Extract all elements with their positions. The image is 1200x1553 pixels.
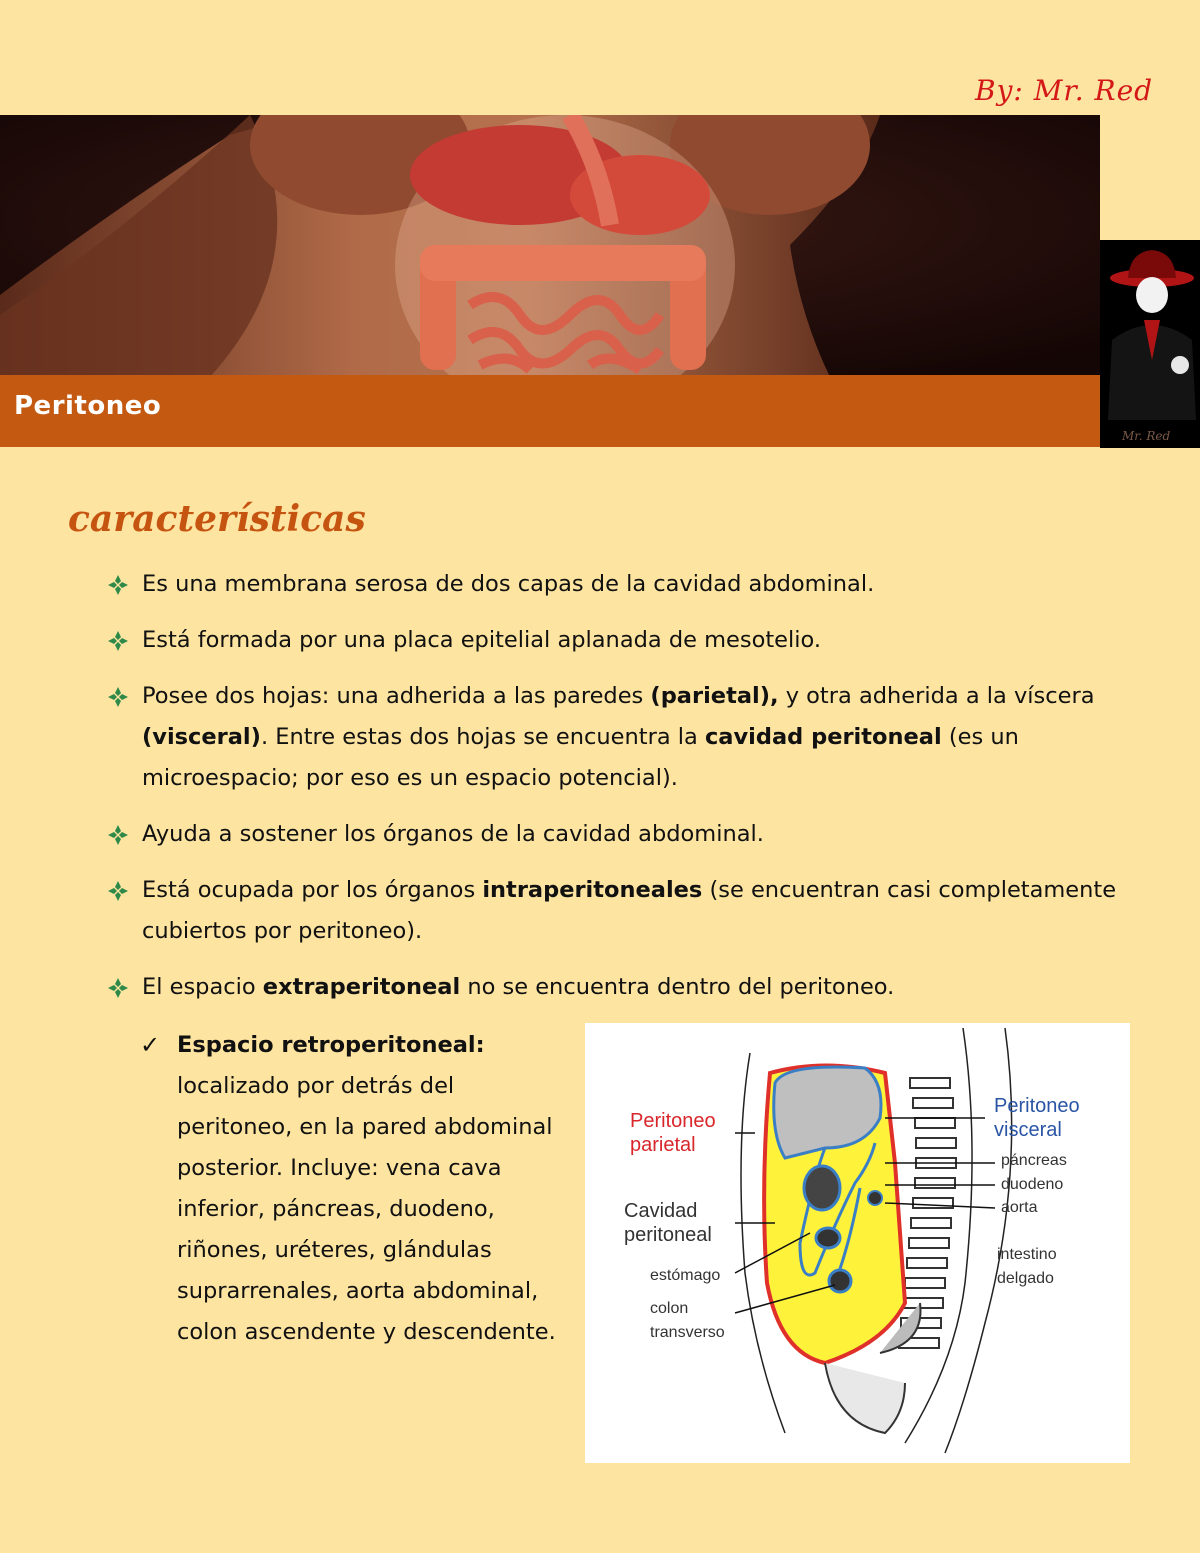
diamond-bullet-icon — [106, 976, 130, 1000]
peritoneum-diagram — [585, 1023, 1130, 1463]
list-item — [106, 676, 1136, 799]
bullet-text: El espacio — [142, 974, 263, 1000]
diamond-bullet-icon — [106, 629, 130, 653]
term-intraperitoneales: intraperitoneales — [482, 877, 703, 903]
check-icon: ✓ — [140, 1031, 161, 1059]
list-item — [106, 620, 1136, 661]
sub-item-title: Espacio retroperitoneal: — [177, 1032, 485, 1058]
diamond-bullet-icon — [106, 879, 130, 903]
bullet-text: no se encuentra dentro del peritoneo. — [460, 974, 895, 1000]
term-visceral: (visceral) — [142, 724, 261, 750]
bullet-list — [106, 564, 1136, 1023]
header-banner-image — [0, 115, 1100, 377]
bullet-text: (es un microespacio; por eso es un espacio potencial). — [142, 724, 1019, 791]
label-pancreas: páncreas — [1001, 1152, 1067, 1169]
mr-red-logo — [1100, 240, 1200, 448]
diamond-bullet-icon — [106, 573, 130, 597]
bullet-text: Está formada por una placa epitelial aplanada de mesotelio. — [142, 627, 822, 653]
bullet-text: Ayuda a sostener los órganos de la cavidad abdominal. — [142, 821, 764, 847]
logo-text: Mr. Red — [1122, 429, 1171, 443]
list-item — [106, 814, 1136, 855]
label-aorta: aorta — [1001, 1199, 1038, 1216]
sub-item-retroperitoneal — [140, 1025, 570, 1353]
list-item — [106, 967, 1136, 1008]
label-estomago: estómago — [650, 1267, 721, 1284]
diamond-bullet-icon — [106, 823, 130, 847]
list-item — [106, 870, 1136, 952]
diamond-bullet-icon — [106, 685, 130, 709]
term-cavidad-peritoneal: cavidad peritoneal — [704, 724, 942, 750]
label-peritoneo-parietal: Peritoneo parietal — [630, 1110, 716, 1156]
term-parietal: (parietal), — [650, 683, 779, 709]
label-duodeno: duodeno — [1001, 1176, 1064, 1193]
label-colon-transverso: colon transverso — [650, 1300, 725, 1341]
title-bar — [0, 375, 1100, 447]
bullet-text: . Entre estas dos hojas se encuentra la — [260, 724, 705, 750]
bullet-text: Está ocupada por los órganos — [142, 877, 483, 903]
list-item — [106, 564, 1136, 605]
label-peritoneo-visceral: Peritoneo visceral — [994, 1095, 1080, 1141]
section-heading: características — [68, 498, 366, 540]
term-extraperitoneal: extraperitoneal — [262, 974, 461, 1000]
label-intestino-delgado: intestino delgado — [997, 1246, 1057, 1287]
bullet-text: (se encuentran casi completamente cubiertos por peritoneo). — [142, 877, 1117, 944]
sub-item-text: localizado por detrás del peritoneo, en la pared abdominal posterior. Incluye: vena cava inferior, páncreas, duodeno, riñones, uréteres, glándulas suprarrenales, aorta abdominal, colon ascendente y descendente. — [177, 1073, 556, 1345]
author-byline: By: Mr. Red — [975, 74, 1154, 107]
bullet-text: y otra adherida a la víscera — [778, 683, 1095, 709]
bullet-text: Es una membrana serosa de dos capas de la cavidad abdominal. — [142, 571, 875, 597]
page-title: Peritoneo — [14, 391, 162, 421]
bullet-text: Posee dos hojas: una adherida a las paredes — [142, 683, 651, 709]
label-cavidad-peritoneal: Cavidad peritoneal — [624, 1200, 712, 1246]
